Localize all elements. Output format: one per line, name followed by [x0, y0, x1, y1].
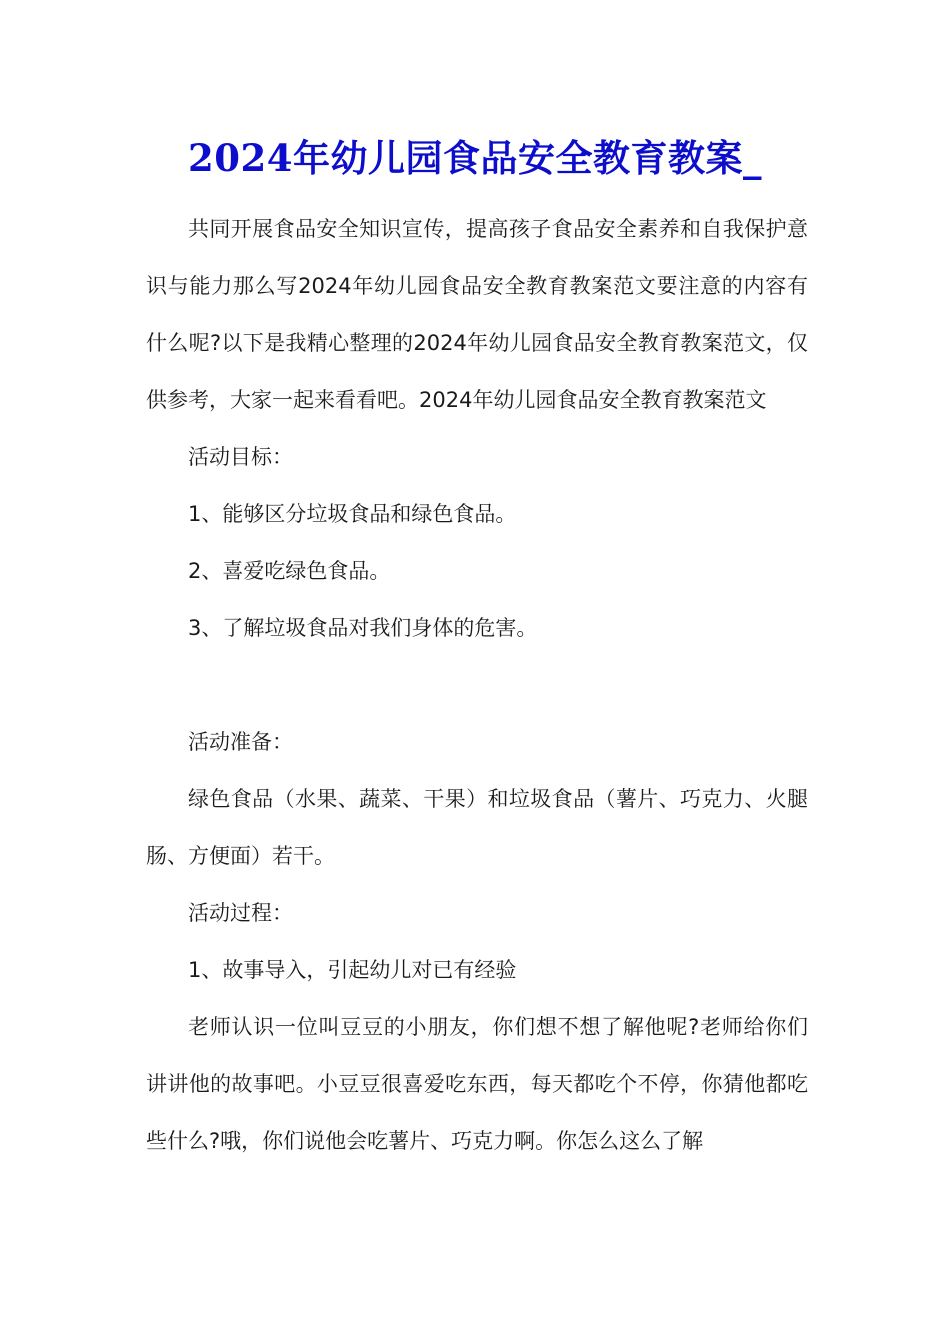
goal-item-2: 2、喜爱吃绿色食品。	[188, 559, 391, 583]
section-heading-process: 活动过程：	[188, 901, 293, 925]
blank-line	[146, 657, 808, 714]
story-paragraph: 老师认识一位叫豆豆的小朋友，你们想不想了解他呢?老师给你们讲讲他的故事吧。小豆豆很喜爱吃东西，每天都吃个不停，你猜他都吃些什么?哦，你们说他会吃薯片、巧克力啊。你怎么这么了解	[146, 1015, 808, 1153]
goal-item-1: 1、能够区分垃圾食品和绿色食品。	[188, 502, 517, 526]
document-body	[146, 201, 808, 1170]
section-heading-preparation: 活动准备：	[188, 730, 293, 754]
process-step-1: 1、故事导入，引起幼儿对已有经验	[188, 958, 517, 982]
section-heading-goals: 活动目标：	[188, 445, 293, 469]
preparation-paragraph: 绿色食品（水果、蔬菜、干果）和垃圾食品（薯片、巧克力、火腿肠、方便面）若干。	[146, 787, 808, 868]
document-title: 2024年幼儿园食品安全教育教案_	[188, 136, 762, 180]
intro-paragraph: 共同开展食品安全知识宣传，提高孩子食品安全素养和自我保护意识与能力那么写2024年幼儿园食品安全教育教案范文要注意的内容有什么呢?以下是我精心整理的2024年幼儿园食品安全教育教案范文，仅供参考，大家一起来看看吧。2024年幼儿园食品安全教育教案范文	[146, 217, 808, 412]
goal-item-3: 3、了解垃圾食品对我们身体的危害。	[188, 616, 538, 640]
